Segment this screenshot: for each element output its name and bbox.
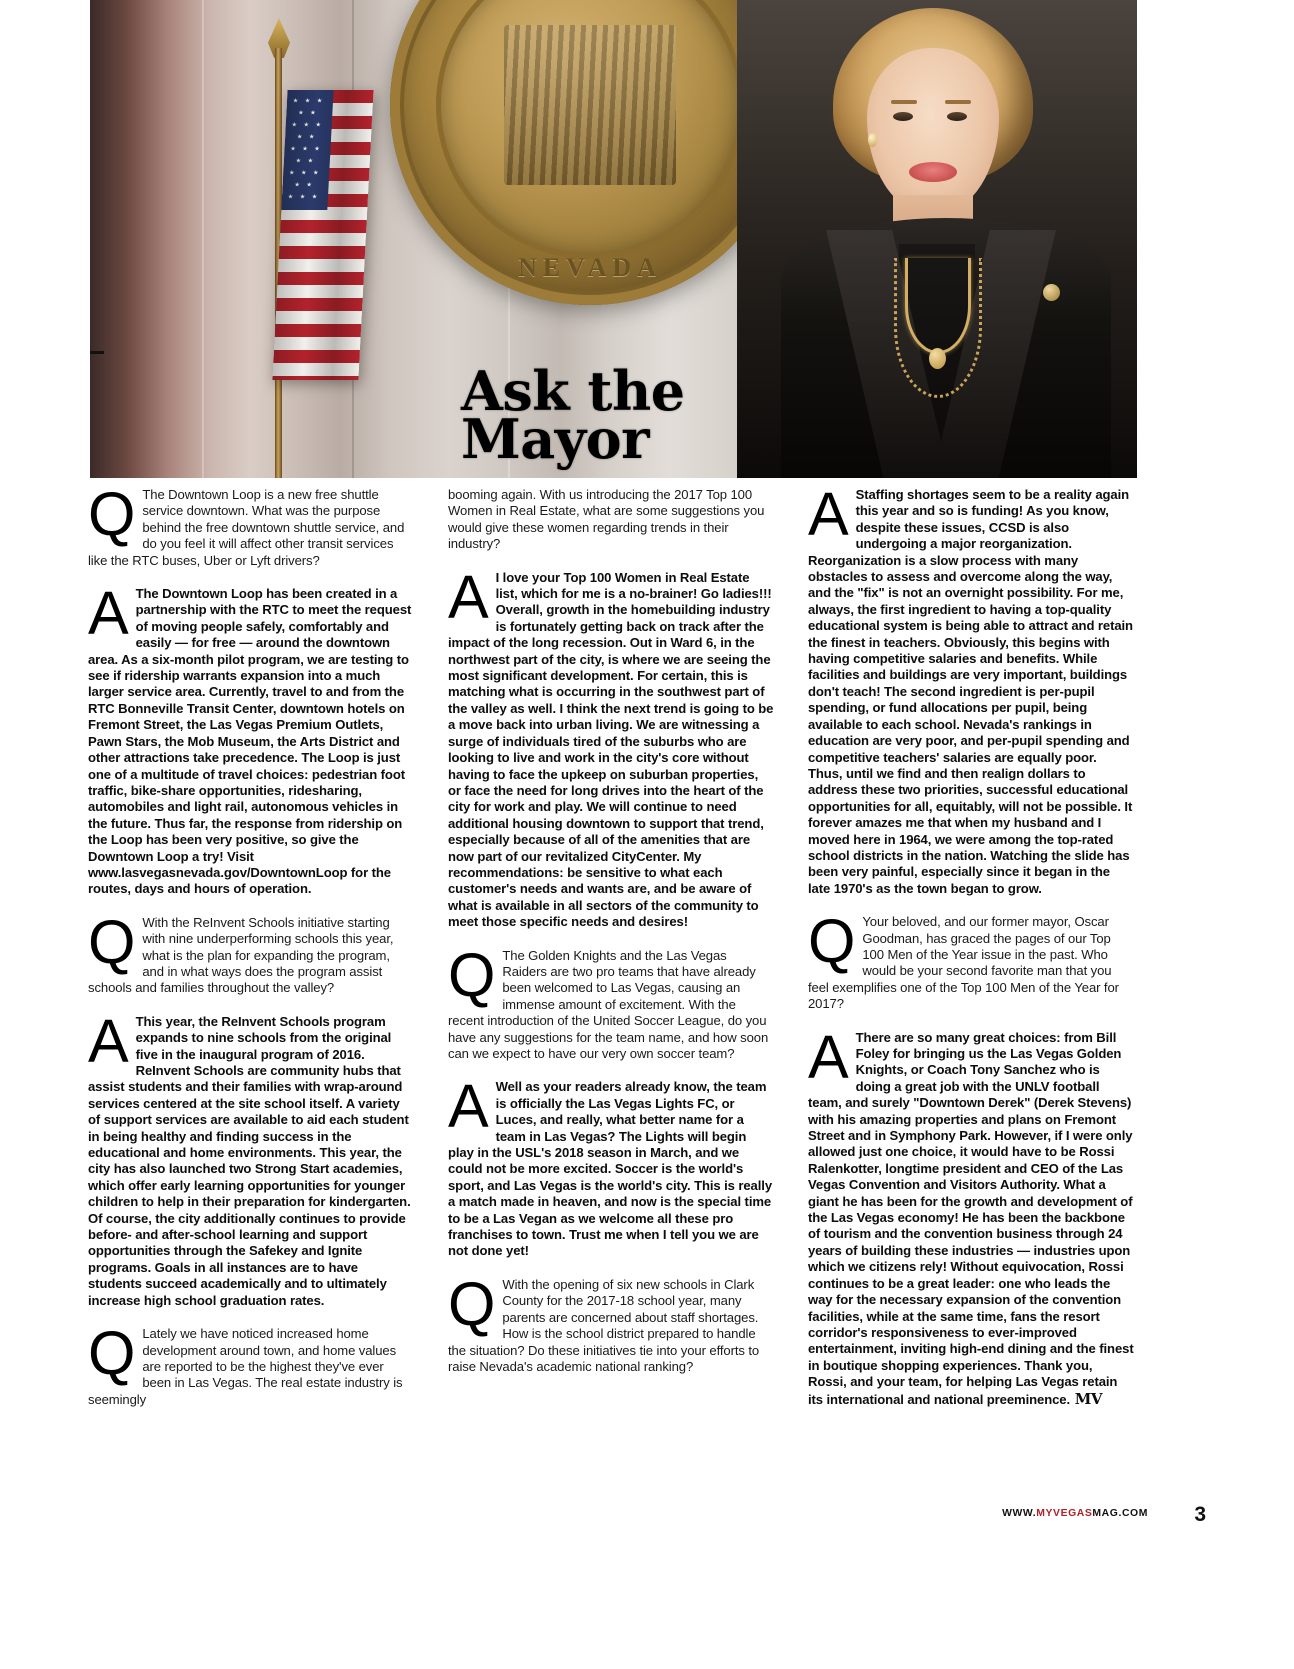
seal-inner-ring — [436, 0, 744, 259]
question-text: Q The Downtown Loop is a new free shuttle service downtown. What was the purpose behind the free downtown shuttle service, and do you feel it will affect other transit services like the RTC buses, Uber or Lyft drivers? — [88, 480, 405, 568]
seal-engraving — [504, 25, 676, 185]
question-text: Q With the ReInvent Schools initiative starting with nine underperforming schools this year, what is the plan for expanding the program, and in what ways does the program assist schools and families throughout the valley? — [88, 907, 394, 996]
answer-text: A There are so many great choices: from Bill Foley for bringing us the Las Vegas Golden Knights, or Coach Tony Sanchez who is doing a great job with the UNLV football team, and surely "Downtown Derek" (Derek Stevens) with his amazing properties and plans on Fremont Street and in Symphony Park. However, if I were only allowed just one choice, it would have to be Rossi Ralenkotter, longtime president and CEO of the Las Vegas Convention and Visitors Authority. What a giant he has been for the growth and development of the Las Vegas economy! He has been the backbone of tourism and the convention business through 24 years of building these industries — industries upon which we citizens rely! Without equivocation, Rossi continues to be a great leader: one who leads the way for the necessary expansion of the convention facilities, while at the same time, fans the resort corridor's responsiveness to ever-improved entertainment, inviting high-end dining and the finest in boutique shopping experiences. Thank you, Rossi, and your team, for helping Las Vegas retain its international and national preeminence. MV — [808, 1022, 1134, 1408]
dropcap-q: Q — [88, 907, 136, 976]
question-block — [88, 1319, 414, 1408]
dropcap-q: Q — [88, 1319, 136, 1388]
pendant-icon — [929, 348, 946, 369]
answer-block — [808, 480, 1134, 897]
answer-block — [448, 562, 774, 931]
dropcap-a: A — [88, 1006, 129, 1075]
lips — [909, 162, 957, 182]
question-block — [448, 487, 774, 553]
dropcap-q: Q — [808, 907, 856, 976]
article-column — [88, 480, 414, 1497]
answer-block — [88, 579, 414, 898]
page-title-line-2: Mayor — [461, 406, 650, 471]
page-title-line-1: Ask the — [461, 359, 685, 423]
answer-text: A The Downtown Loop has been created in a partnership with the RTC to meet the request of moving people safely, comfortably and easily — for free — around the downtown area. As a six-month pilot program, we are testing to see if ridership warrants expansion into a much larger service area. Currently, travel to and from the RTC Bonneville Transit Center, downtown hotels on Fremont Street, the Las Vegas Premium Outlets, Pawn Stars, the Mob Museum, the Arts District and other attractions take precedence. The Loop is just one of a multitude of travel choices: pedestrian foot traffic, bike-share opportunities, ridesharing, automobiles and light rail, autonomous vehicles in the future. Thus far, the response from ridership on the Loop has been very positive, so give the Downtown Loop a try! Visit www.lasvegasnevada.gov/DowntownLoop for the routes, days and hours of operation. — [88, 579, 412, 897]
answer-block — [448, 1072, 774, 1259]
answer-block — [808, 1022, 1134, 1408]
necklace-short — [905, 258, 971, 354]
question-block — [88, 907, 414, 997]
us-flag-icon — [272, 90, 373, 380]
answer-text: A I love your Top 100 Women in Real Estate list, which for me is a no-brainer! Go ladies!!! Overall, growth in the homebuilding industry is fortunately getting back on track after the impact of the long recession. Out in Ward 6, in the northwest part of the city, is where we are seeing the most significant development. For certain, this is matching what is occurring in the southwest part of the valley as well. I think the next trend is going to be a move back into urban living. We are witnessing a surge of individuals tired of the suburbs who are looking to live and work in the city's core without having to face the upkeep on suburban properties, or face the need for long drives into the heart of the city for work and play. We will continue to need additional housing downtown to support that trend, especially because of all of the amenities that are now part of our revitalized CityCenter. My recommendations: be sensitive to what each customer's needs and wants are, and be aware of what is available in all sectors of the community to meet those specific needs and desires! — [448, 562, 774, 930]
article-column — [448, 487, 774, 1497]
page-number: 3 — [1194, 1503, 1206, 1526]
lapel-pin-icon — [1043, 284, 1060, 301]
page-title — [461, 359, 685, 471]
article-column — [808, 480, 1134, 1497]
answer-text: A Well as your readers already know, the team is officially the Las Vegas Lights FC, or Luces, and really, what better name for a team in Las Vegas? The Lights will begin play in the USL's 2018 season in March, and we could not be more excited. Soccer is the world's sport, and Las Vegas is the world's city. This is really a match made in heaven, and now is the special time to be a Las Vegan as we welcome all these pro franchises to town. Trust me when I tell you we are not done yet! — [448, 1072, 773, 1259]
dropcap-a: A — [808, 1022, 849, 1091]
answer-text: A Staffing shortages seem to be a reality again this year and so is funding! As you know, despite these issues, CCSD is also undergoing a major reorganization. Reorganization is a slow process with many obstacles to assess and overcome along the way, and the "fix" is not an overnight possibility. For me, always, the first ingredient to having a top-quality educational system is being able to attract and retain the finest in teachers. Obviously, this begins with having competitive salaries and benefits. While facilities and buildings are very important, buildings don't teach! The second ingredient is per-pupil spending, or fund allocations per pupil, being available to each school. Nevada's rankings in education are very poor, and per-pupil spending and competitive teachers' salaries are equally poor. Thus, until we find and then realign dollars to address these two priorities, successful educational opportunities for all, equitably, will not be possible. It forever amazes me that when my husband and I moved here in 1964, we were among the top-rated school districts in the nation. Watching the slide has been very painful, especially since it began in the late 1970's as the town began to grow. — [808, 480, 1133, 896]
website-brand: MYVEGAS — [1036, 1508, 1093, 1519]
dropcap-q: Q — [88, 480, 136, 548]
website-suffix: MAG.COM — [1092, 1508, 1148, 1519]
earring-icon — [868, 133, 877, 147]
seal-bottom-text: NEVADA — [518, 253, 662, 282]
question-text: Q Your beloved, and our former mayor, Oscar Goodman, has graced the pages of our Top 100 Men of the Year issue in the past. Who would be your second favorite man that you feel exemplifies one of the Top 100 Men of the Year for 2017? — [808, 907, 1119, 1012]
city-of-las-vegas-seal-icon — [390, 0, 790, 305]
question-text: Q With the opening of six new schools in Clark County for the 2017-18 school year, many parents are concerned about staff shortages. How is the school district prepared to handle the situation? Do these initiatives tie into your efforts to raise Nevada's academic national ranking? — [448, 1269, 760, 1374]
question-block — [448, 1269, 774, 1375]
dropcap-q: Q — [448, 1269, 496, 1338]
question-block — [88, 480, 414, 569]
article-columns — [88, 480, 1136, 1497]
flag-shading — [272, 90, 373, 380]
website-url[interactable] — [1002, 1508, 1148, 1519]
page-footer — [88, 1493, 1206, 1526]
dropcap-a: A — [448, 562, 489, 631]
answer-block — [88, 1006, 414, 1309]
website-prefix: WWW. — [1002, 1508, 1037, 1519]
end-of-article-mark: MV — [1070, 1389, 1102, 1408]
mayor-portrait — [737, 0, 1137, 478]
question-text: Q The Golden Knights and the Las Vegas Raiders are two pro teams that have already been welcomed to Las Vegas, causing an immense amount of excitement. With the recent introduction of the United Soccer League, do you have any suggestions for the team name, and how soon can we expect to have our very own soccer team? — [448, 940, 769, 1061]
crop-mark — [90, 351, 104, 354]
question-text: Q Lately we have noticed increased home development around town, and home values are reported to be the highest they've ever been in Las Vegas. The real estate industry is seemingly — [88, 1319, 403, 1407]
dropcap-q: Q — [448, 940, 496, 1009]
dropcap-a: A — [88, 579, 129, 648]
question-text: booming again. With us introducing the 2017 Top 100 Women in Real Estate, what are some suggestions you would give these women regarding trends in their industry? — [448, 487, 765, 552]
wall-seam — [202, 0, 204, 478]
dropcap-a: A — [808, 480, 849, 548]
question-block — [448, 940, 774, 1063]
dropcap-a: A — [448, 1072, 489, 1141]
answer-text: A This year, the ReInvent Schools program expands to nine schools from the original five in the inaugural program of 2016. ReInvent Schools are community hubs that assist students and their families with wrap-around services centered at the site school itself. A variety of support services are available to aid each student in being healthy and finding success in the educational and home environments. This year, the city has also launched two Strong Start academies, which offer early learning opportunities for younger children to help in their preparation for kindergarten. Of course, the city additionally continues to provide before- and after-school learning and support opportunities through the Safekey and Ignite programs. Goals in all instances are to have students succeed academically and to ultimately increase high school graduation rates. — [88, 1006, 411, 1308]
question-block — [808, 907, 1134, 1012]
